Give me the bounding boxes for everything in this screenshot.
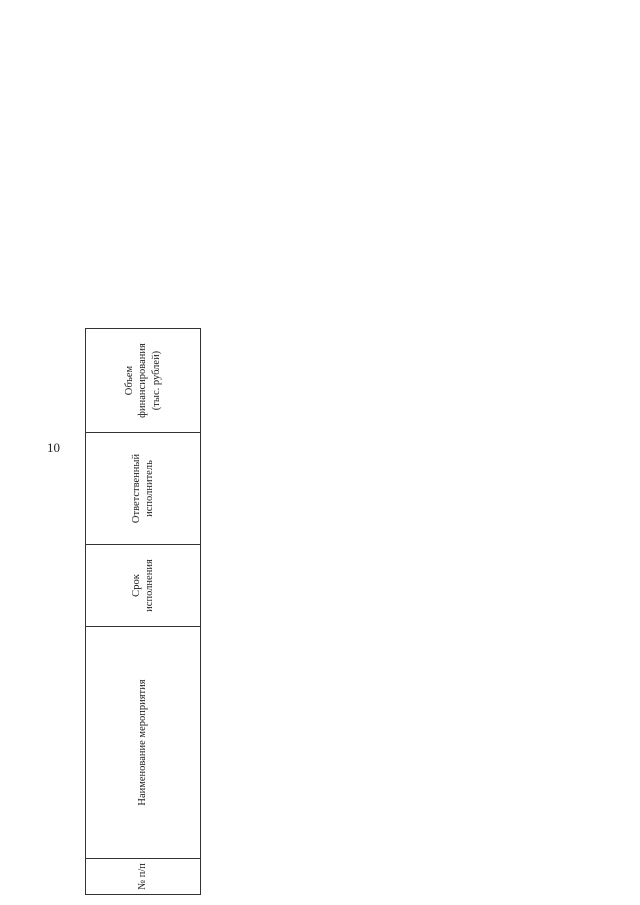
table-header-row <box>86 0 201 895</box>
activities-table <box>85 0 201 895</box>
header-num: № п/п <box>86 859 201 895</box>
header-term: Срок исполнения <box>86 545 201 627</box>
header-resp: Ответственный исполнитель <box>86 433 201 545</box>
page-number: 10 <box>47 440 60 455</box>
header-fin: Объем финансирования (тыс. рублей) <box>86 329 201 433</box>
rotated-table-container <box>85 0 625 895</box>
header-name: Наименование мероприятия <box>86 627 201 859</box>
